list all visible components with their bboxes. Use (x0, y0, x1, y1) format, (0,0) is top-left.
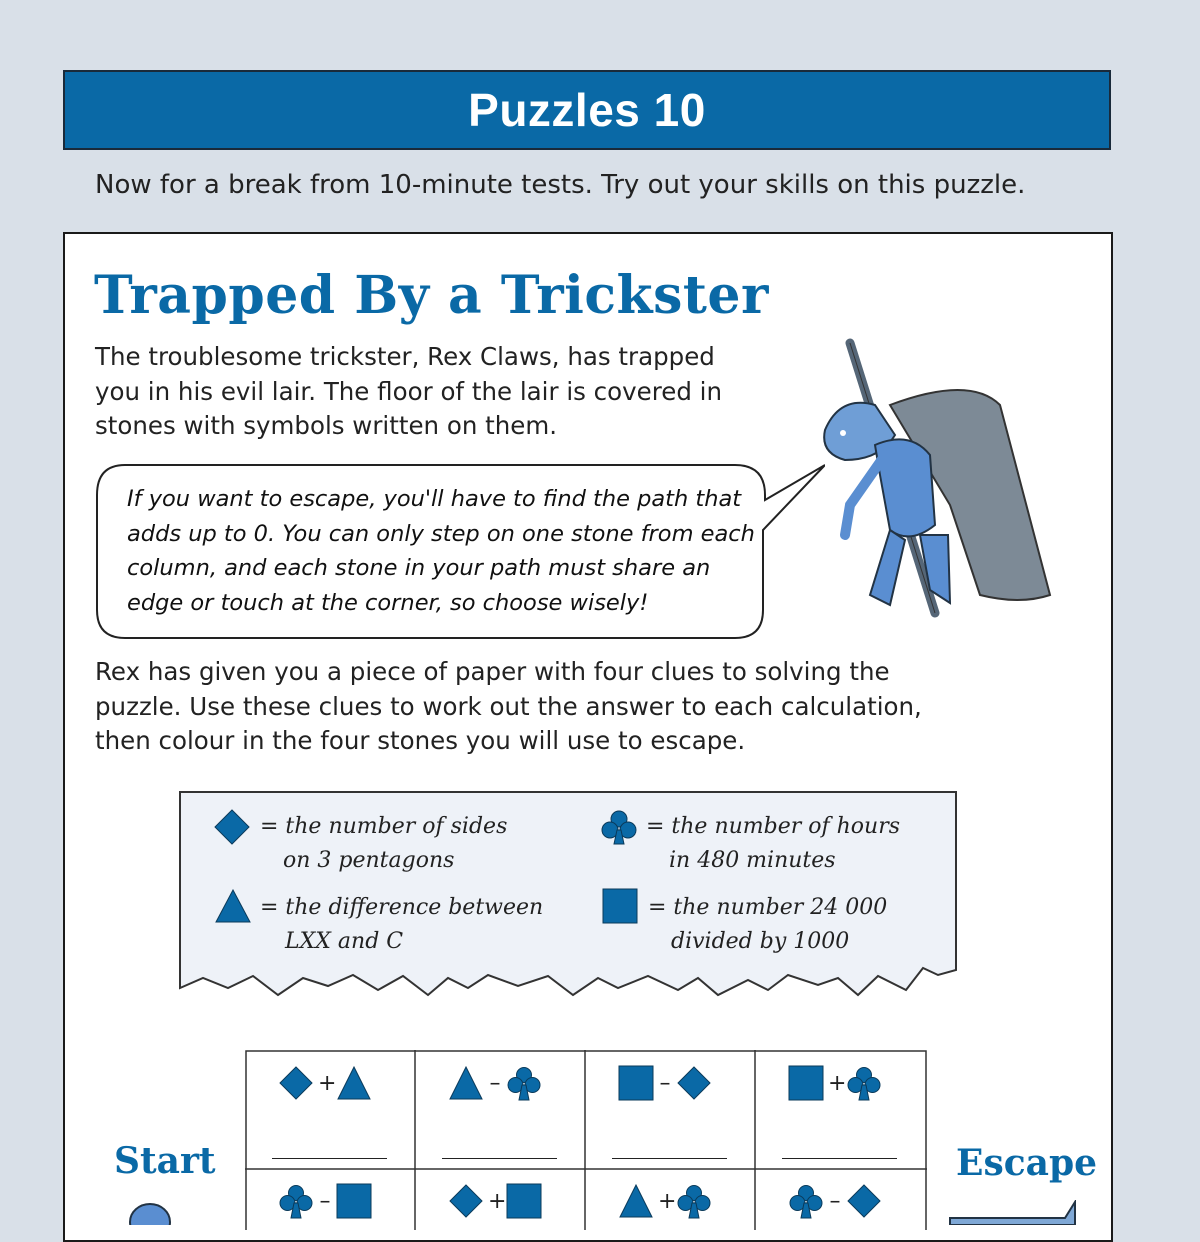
club-icon (676, 1183, 712, 1219)
operator-sign: + (828, 1070, 847, 1096)
speech-text: If you want to escape, you'll have to find the path that adds up to 0. You can only step on one stone from each column, and each stone in your path must share an edge or touch at the corner, so choose wisely! (127, 486, 755, 616)
club-icon (846, 1065, 882, 1101)
operator-sign: – (319, 1188, 331, 1214)
club-icon (506, 1065, 542, 1101)
instructions-paragraph: Rex has given you a piece of paper with four clues to solving the puzzle. Use these clues to work out the answer to each calculation, then colour in the four stones you will use to escape. (95, 657, 922, 755)
clue-square-line2: divided by 1000 (671, 929, 850, 954)
diamond-icon (676, 1065, 712, 1101)
clue-club-line2: in 480 minutes (669, 848, 836, 873)
clue-triangle-line1: = the difference between (260, 895, 544, 920)
square-icon (602, 888, 638, 924)
answer-line[interactable] (442, 1158, 557, 1159)
diamond-icon (213, 808, 251, 846)
answer-line[interactable] (272, 1158, 387, 1159)
start-character-icon (125, 1200, 175, 1225)
page-header-banner (63, 70, 1111, 150)
clue-club-line1: = the number of hours (646, 814, 901, 839)
story-paragraph: The troublesome trickster, Rex Claws, has trapped you in his evil lair. The floor of the lair is covered in stones with symbols written on them. (95, 342, 722, 440)
grid-cell-expression[interactable] (788, 1183, 882, 1219)
triangle-icon (618, 1183, 654, 1219)
grid-cell-expression[interactable] (278, 1065, 372, 1101)
triangle-icon (448, 1065, 484, 1101)
club-icon (788, 1183, 824, 1219)
answer-line[interactable] (612, 1158, 727, 1159)
start-label: Start (114, 1140, 216, 1182)
operator-sign: – (489, 1070, 501, 1096)
operator-sign: – (659, 1070, 671, 1096)
club-icon (278, 1183, 314, 1219)
page-title: Puzzles 10 (468, 84, 706, 136)
square-icon (618, 1065, 654, 1101)
square-icon (788, 1065, 824, 1101)
diamond-icon (448, 1183, 484, 1219)
operator-sign: + (658, 1188, 677, 1214)
grid-cell-expression[interactable] (448, 1065, 542, 1101)
puzzle-title: Trapped By a Trickster (94, 265, 769, 326)
operator-sign: + (488, 1188, 507, 1214)
clue-triangle-line2: LXX and C (285, 929, 404, 954)
club-icon (600, 808, 638, 846)
operator-sign: – (829, 1188, 841, 1214)
operator-sign: + (318, 1070, 337, 1096)
triangle-icon (336, 1065, 372, 1101)
escape-door-icon (945, 1200, 1080, 1225)
square-icon (506, 1183, 542, 1219)
grid-cell-expression[interactable] (448, 1183, 542, 1219)
trickster-illustration (800, 335, 1060, 625)
clue-diamond-line2: on 3 pentagons (283, 848, 455, 873)
intro-text: Now for a break from 10-minute tests. Try out your skills on this puzzle. (95, 170, 1026, 200)
diamond-icon (278, 1065, 314, 1101)
grid-cell-expression[interactable] (618, 1183, 712, 1219)
grid-cell-expression[interactable] (788, 1065, 882, 1101)
triangle-icon (214, 888, 252, 924)
grid-cell-expression[interactable] (618, 1065, 712, 1101)
grid-cell-expression[interactable] (278, 1183, 372, 1219)
answer-line[interactable] (782, 1158, 897, 1159)
escape-label: Escape (956, 1142, 1098, 1184)
clue-diamond-line1: = the number of sides (260, 814, 508, 839)
clue-square-line1: = the number 24 000 (648, 895, 888, 920)
square-icon (336, 1183, 372, 1219)
diamond-icon (846, 1183, 882, 1219)
